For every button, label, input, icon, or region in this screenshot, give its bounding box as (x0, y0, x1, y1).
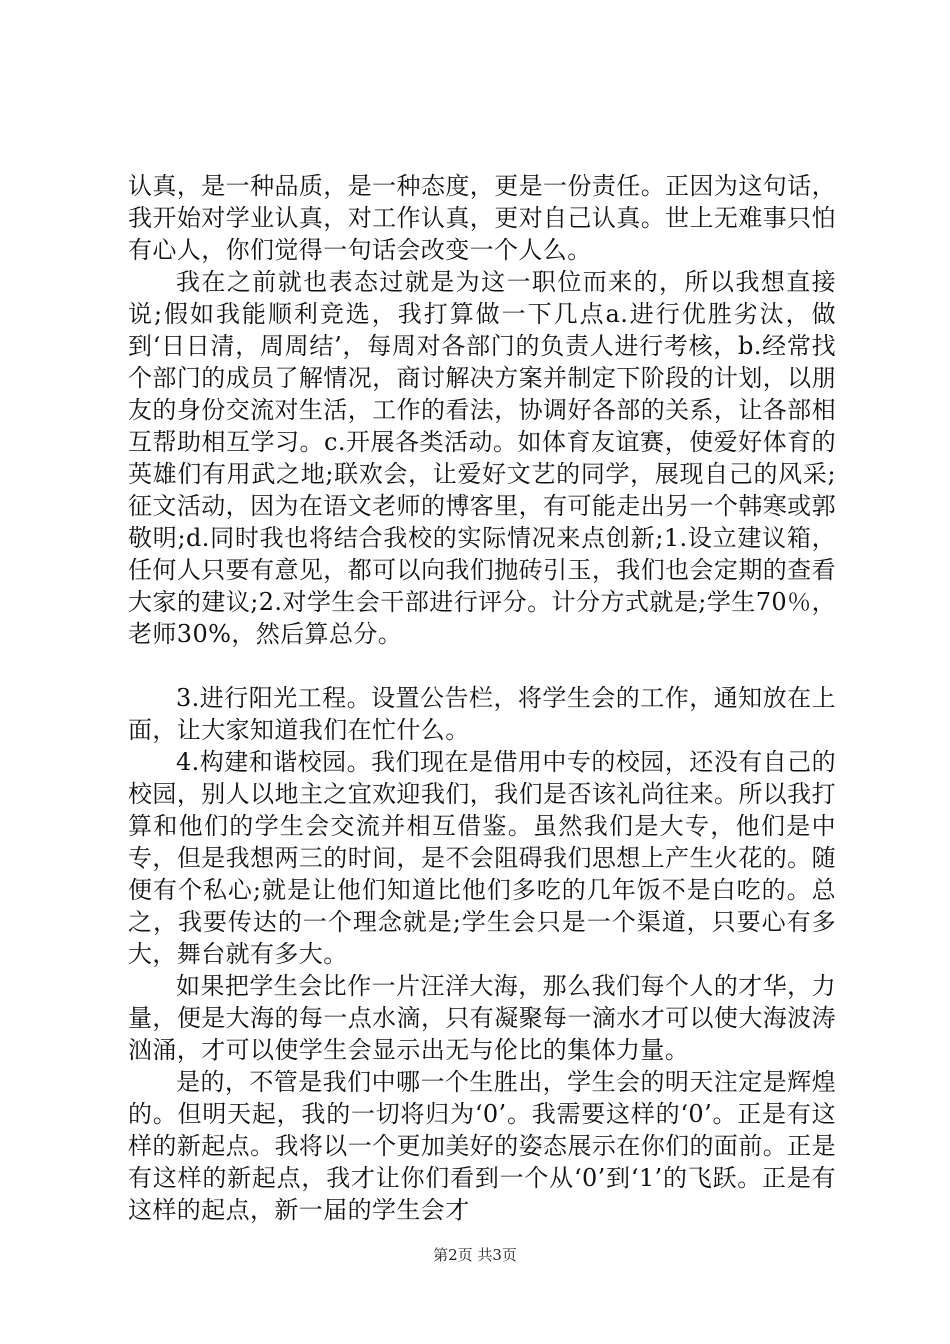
paragraph-2: 我在之前就也表态过就是为这一职位而来的，所以我想直接说;假如我能顺利竞选，我打算做一下几点a.进行优胜劣汰，做到‘日日清，周周结’，每周对各部门的负责人进行考核，b.经常找个部门的成员了解情况，商讨解决方案并制定下阶段的计划，以朋友的身份交流对生活，工作的看法，协调好各部的关系，让各部相互帮助相互学习。c.开展各类活动。如体育友谊赛，使爱好体育的英雄们有用武之地;联欢会，让爱好文艺的同学，展现自己的风采;征文活动，因为在语文老师的博客里，有可能走出另一个韩寒或郭敬明;d.同时我也将结合我校的实际情况来点创新;1.设立建议箱，任何人只要有意见，都可以向我们抛砖引玉，我们也会定期的查看大家的建议;2.对学生会干部进行评分。计分方式就是;学生70％，老师30%，然后算总分。 (128, 268, 836, 648)
paragraph-1: 认真，是一种品质，是一种态度，更是一份责任。正因为这句话，我开始对学业认真，对工作认真，更对自己认真。世上无难事只怕有心人，你们觉得一句话会改变一个人么。 (128, 172, 836, 264)
paragraph-3: 3.进行阳光工程。设置公告栏，将学生会的工作，通知放在上面，让大家知道我们在忙什么。 (128, 684, 836, 744)
page-number-footer: 第2页 共3页 (433, 1246, 517, 1264)
document-body (128, 170, 836, 1226)
paragraph-4: 4.构建和谐校园。我们现在是借用中专的校园，还没有自己的校园，别人以地主之宜欢迎我们，我们是否该礼尚往来。所以我打算和他们的学生会交流并相互借鉴。虽然我们是大专，他们是中专，但是我想两三的时间，是不会阻碍我们思想上产生火花的。随便有个私心;就是让他们知道比他们多吃的几年饭不是白吃的。总之，我要传达的一个理念就是;学生会只是一个渠道，只要心有多大，舞台就有多大。 (128, 748, 836, 968)
paragraph-5: 如果把学生会比作一片汪洋大海，那么我们每个人的才华，力量，便是大海的每一点水滴，只有凝聚每一滴水才可以使大海波涛汹涌，才可以使学生会显示出无与伦比的集体力量。 (128, 972, 836, 1064)
paragraph-6: 是的，不管是我们中哪一个生胜出，学生会的明天注定是辉煌的。但明天起，我的一切将归为‘0’。我需要这样的‘0’。正是有这样的新起点。我将以一个更加美好的姿态展示在你们的面前。正是有这样的新起点，我才让你们看到一个从‘0’到‘1’的飞跃。正是有这样的起点，新一届的学生会才 (128, 1068, 836, 1224)
